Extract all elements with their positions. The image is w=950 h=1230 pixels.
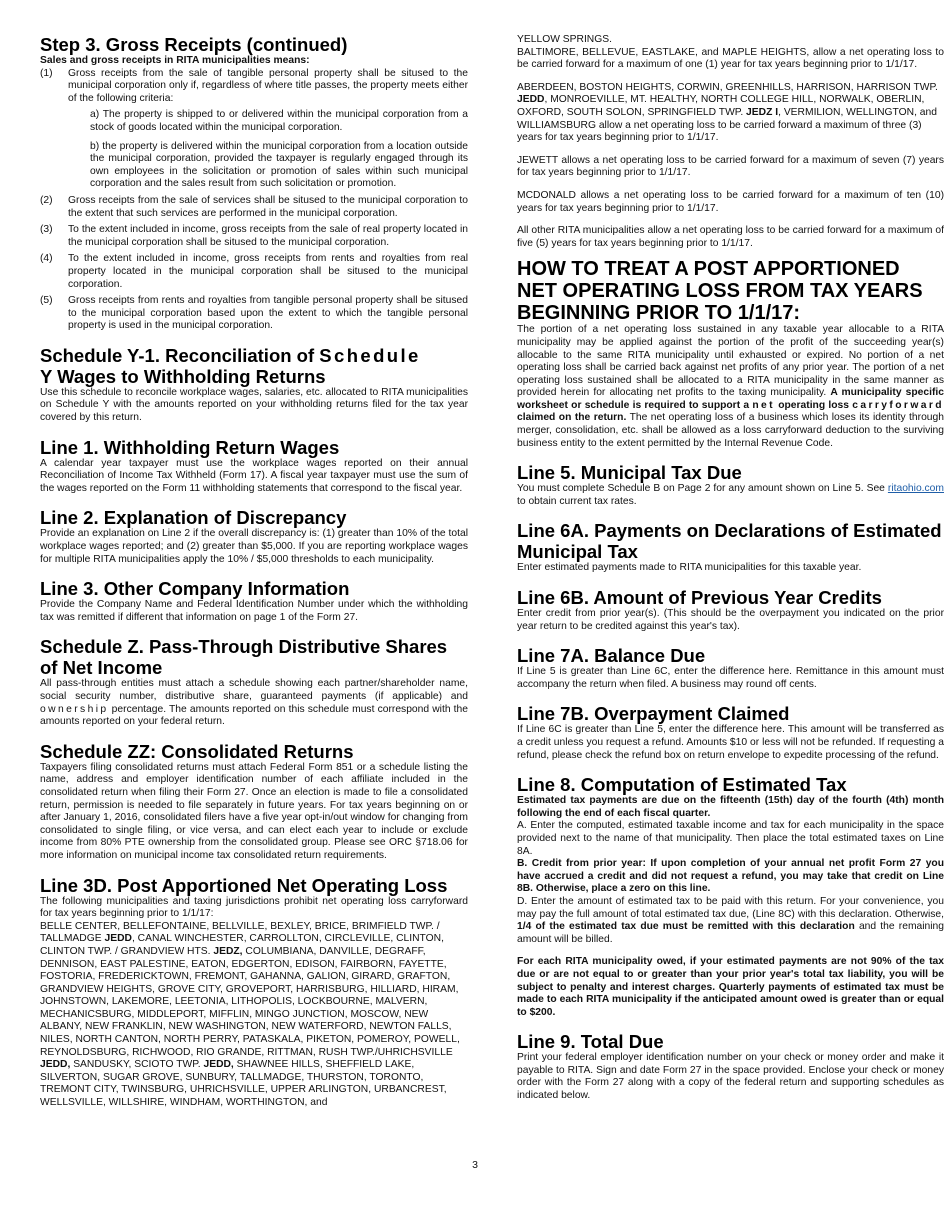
line7a-title: Line 7A. Balance Due (517, 645, 706, 667)
criteria-b: b) the property is delivered within the municipal corporation from a location outside the municipal corporation, provided the taxpayer is regularly engaged through its own employees in the solicitation or promotion of sales within such municipal corporation and the sales result from such solicitation or promotion. (90, 140, 468, 190)
step3-title: Step 3. Gross Receipts (continued) (40, 34, 348, 55)
line6b-text: Enter credit from prior year(s). (This should be the overpayment you indicated on the prior year return to be credited against this year's tax). (517, 608, 944, 632)
line8-d: D. Enter the amount of estimated tax to be paid with this return. For your convenience, you may pay the full amount of total estimated tax due, (Line 8C) with this declaration. Otherwise, 1/4 of the estimated tax due must be remitted with this declaration and the remaining amount will be billed. (517, 895, 945, 945)
line8-warning: For each RITA municipality owed, if your estimated payments are not 90% of the tax due or are not equal to or greater than your prior year's total tax liability, you will be subject to penalty and interest charges. Quarterly payments of estimated tax must be made to each RITA municipality if the anticipated amount owed is greater than or equal to $200. (517, 956, 944, 1018)
left-column (40, 34, 468, 1110)
line8-a: A. Enter the computed, estimated taxable income and tax for each municipality in the space provided next to the name of that municipality. Then place the total estimated taxes on Line 8A. (517, 820, 944, 857)
line7b-title: Line 7B. Overpayment Claimed (517, 703, 790, 725)
line6a-text: Enter estimated payments made to RITA municipalities for this taxable year. (517, 562, 862, 574)
one-year-carryforward: BALTIMORE, BELLEVUE, EASTLAKE, and MAPLE HEIGHTS, allow a net operating loss to be carried forward for a maximum of one (1) year for tax years beginning prior to 1/1/17. (517, 46, 944, 71)
yellow-springs: YELLOW SPRINGS. (517, 34, 612, 45)
line2-text: Provide an explanation on Line 2 if the overall discrepancy is: (1) greater than 10% of the total workplace wages reported; and (2) greater than $5,000. If you are reporting workplace wages for multiple RITA municipalities apply the 10% / $5,000 thresholds to each municipality. (40, 528, 468, 565)
step3-subtitle: Sales and gross receipts in RITA municipalities means: (40, 55, 310, 66)
how-to-treat-title: HOW TO TREAT A POST APPORTIONED NET OPERATING LOSS FROM TAX YEARS BEGINNING PRIOR TO 1/1/17: (517, 258, 923, 325)
list-item: (4) To the extent included in income, gross receipts from rents and royalties from real property located in the municipal corporation shall be sitused to the municipal corporation. (40, 253, 468, 290)
line9-text: Print your federal employer identification number on your check or money order and make it payable to RITA. Sign and date Form 27 in the space provided. Enclose your check or money order with the Form 27 along with a copy of the federal return and supporting schedules as indicated below. (517, 1052, 944, 1102)
line1-text: A calendar year taxpayer must use the workplace wages reported on their annual Reconciliation of Income Tax Withheld (Form 17). A fiscal year taxpayer must use the sum of the wages reported on the Form 11 withholding statements that correspond to the fiscal year. (40, 457, 468, 494)
line9-title: Line 9. Total Due (517, 1031, 664, 1053)
schedule-y1-title: Schedule Y-1. Reconciliation of Schedule Y Wages to Withholding Returns (40, 344, 421, 387)
list-item: (3) To the extent included in income, gross receipts from the sale of real property located in the municipal corporation shall be sitused to the municipal corporation. (40, 224, 468, 248)
line2-title: Line 2. Explanation of Discrepancy (40, 507, 347, 529)
ritaohio-link[interactable]: ritaohio.com (887, 483, 944, 495)
municipality-list: BELLE CENTER, BELLEFONTAINE, BELLVILLE, BEXLEY, BRICE, BRIMFIELD TWP. / TALLMADGE JEDD, CANAL WINCHESTER, CARROLLTON, CIRCLEVILLE, CLINTON, CLINTON TWP. / GRANDVIEW HTS. JEDZ, COLUMBIANA, DANVILLE, DEGRAFF, DENNISON, EAST PALESTINE, EATON, EDGERTON, EDISON, FAIRBORN, FAYETTE, FOSTORIA, FREDERICKTOWN, FREMONT, GAHANNA, GALION, GIRARD, GRAFTON, GRANDVIEW HEIGHTS, GROVE CITY, GROVEPORT, HARRISBURG, HILLIARD, HIRAM, JOHNSTOWN, LAKEMORE, LEETONIA, LITHOPOLIS, LOCKBOURNE, MALVERN, MECHANICSBURG, MIDDLEPORT, MIFFLIN, MINGO JUNCTION, MOSCOW, NEW ALBANY, NEW FRANKLIN, NEW WASHINGTON, NEW WATERFORD, NEWTON FALLS, NILES, NORTH CANTON, NORTH PERRY, PATASKALA, PIKETON, POMEROY, POWELL, REYNOLDSBURG, RICHWOOD, RIO GRANDE, RITTMAN, RUSH TWP./UHRICHSVILLE JEDD, SANDUSKY, SCIOTO TWP. JEDD, SHAWNEE HILLS, SHEFFIELD LAKE, SILVERTON, SUGAR GROVE, SUNBURY, TALLMADGE, THURSTON, TORONTO, TREMONT CITY, TWINSBURG, UHRICHSVILLE, UPPER ARLINGTON, URBANCREST, WELLSVILLE, WILLSHIRE, WINDHAM, WORTHINGTON, and (40, 920, 460, 1109)
jewett-text: JEWETT allows a net operating loss to be carried forward for a maximum of seven (7) years for tax years beginning prior to 1/1/17. (517, 154, 944, 179)
schedule-y1-text: Use this schedule to reconcile workplace wages, salaries, etc. allocated to RITA municipalities on Schedule Y with the amounts reported on your withholding returns filed for the tax year covered by this return. (40, 386, 468, 424)
three-year-carryforward: ABERDEEN, BOSTON HEIGHTS, CORWIN, GREENHILLS, HARRISON, HARRISON TWP. JEDD, MONROEVILLE, MT. HEALTHY, NORTH COLLEGE HILL, NORWALK, OBERLIN, OXFORD, SOUTH SOLON, SPRINGFIELD TWP. JEDZ I, VERMILION, WELLINGTON, and WILLIAMSBURG allow a net operating loss to be carried forward a maximum of three (3) years for tax years beginning prior to 1/1/17. (517, 81, 938, 144)
line8-b: B. Credit from prior year: If upon completion of your annual net profit Form 27 you have accrued a credit and did not request a refund, you may take that credit on Line 8B. Otherwise, place a zero on this line. (517, 858, 944, 895)
right-column (517, 34, 944, 1103)
line8-due-note: Estimated tax payments are due on the fifteenth (15th) day of the fourth (4th) month following the end of each fiscal quarter. (517, 795, 944, 819)
list-item: (5) Gross receipts from rents and royalties from tangible personal property shall be sitused to the municipal corporation based upon the extent to which the tangible personal property is used in the municipal corporation. (40, 295, 468, 332)
line7a-text: If Line 5 is greater than Line 6C, enter the difference here. Remittance in this amount must accompany the return when filed. A business may round off cents. (517, 666, 944, 690)
line3-title: Line 3. Other Company Information (40, 578, 350, 600)
line6a-title: Line 6A. Payments on Declarations of Estimated Municipal Tax (517, 520, 942, 563)
how-to-treat-text: The portion of a net operating loss sustained in any taxable year allocable to a RITA municipality may be applied against the portion of the profit of the succeeding year(s) allocable to the same RITA municipality until exhausted or expired. No portion of a net operating loss shall be carried back against net profits of any prior year. The portion of a net operating loss sustained shall be allocated to a RITA municipality in the same manner as provided herein for allocating net profits to the taxing municipality. A municipality specific worksheet or schedule is required to support a net operating loss carryforward claimed on the return. The net operating loss of a business which loses its identity through merger, consolidation, etc. shall be allowed as a loss carryforward deduction to the surviving business entity to the extent permitted by the Internal Revenue Code. (517, 324, 944, 449)
other-municipalities-text: All other RITA municipalities allow a net operating loss to be carried forward for a maximum of five (5) years for tax years beginning prior to 1/1/17. (517, 225, 944, 249)
line3d-title: Line 3D. Post Apportioned Net Operating Loss (40, 874, 448, 896)
gross-receipts-list (40, 68, 468, 333)
schedule-zz-title: Schedule ZZ: Consolidated Returns (40, 740, 354, 762)
line8-title: Line 8. Computation of Estimated Tax (517, 774, 847, 796)
criteria-a: a) The property is shipped to or delivered within the municipal corporation from a stock of goods located within the municipal corporation. (90, 109, 468, 133)
line5-title: Line 5. Municipal Tax Due (517, 462, 742, 484)
page-number: 3 (472, 1159, 478, 1171)
schedule-z-text: All pass-through entities must attach a schedule showing each partner/shareholder name, social security number, distributive share, guaranteed payments (if applicable) and ownership percentage. The amounts reported on this schedule must correspond with the amounts reported on your federal return. (40, 678, 468, 728)
list-item: (1) Gross receipts from the sale of tangible personal property shall be sitused to the municipal corporation only if, regardless of where title passes, the property meets either of the following criteria: (40, 67, 468, 104)
schedule-z-title: Schedule Z. Pass-Through Distributive Shares of Net Income (40, 636, 448, 679)
line5-text: You must complete Schedule B on Page 2 for any amount shown on Line 5. See ritaohio.com to obtain current tax rates. (517, 483, 944, 507)
line3-text: Provide the Company Name and Federal Identification Number under which the withholding tax was remitted if different that information on page 1 of the Form 27. (40, 599, 468, 623)
line1-title: Line 1. Withholding Return Wages (40, 436, 340, 458)
line6b-title: Line 6B. Amount of Previous Year Credits (517, 587, 882, 609)
line7b-text: If Line 6C is greater than Line 5, enter the difference here. This amount will be transferred as a credit unless you request a refund. Amounts $10 or less will not be refunded. If requesting a refund, please check the refund box on return envelope to expedite processing of the refund. (517, 724, 944, 761)
list-item: (2) Gross receipts from the sale of services shall be sitused to the municipal corporation to the extent that such services are performed in the municipal corporation. (40, 194, 468, 219)
schedule-zz-text: Taxpayers filing consolidated returns must attach Federal Form 851 or a schedule listing the name, address and employer identification number of each affiliate included in the consolidated return when filing their Form 27. Once an election is made to file a consolidated return, permission is needed to file separately in future years. For tax years beginning on or after January 1, 2016, consolidated filers have a five year opt-in/out window for changing from consolidated to single filing, or vice versa, and can elect each year to include or exclude income from 80% PTE ownership from the consolidated group. Please see ORC §718.06 for more information on municipal income tax consolidated return requirements. (40, 761, 468, 861)
line3d-intro: The following municipalities and taxing jurisdictions prohibit net operating loss carryforward for tax years beginning prior to 1/1/17: (40, 895, 468, 920)
mcdonald-text: MCDONALD allows a net operating loss to be carried forward for a maximum of ten (10) years for tax years beginning prior to 1/1/17. (517, 189, 944, 214)
